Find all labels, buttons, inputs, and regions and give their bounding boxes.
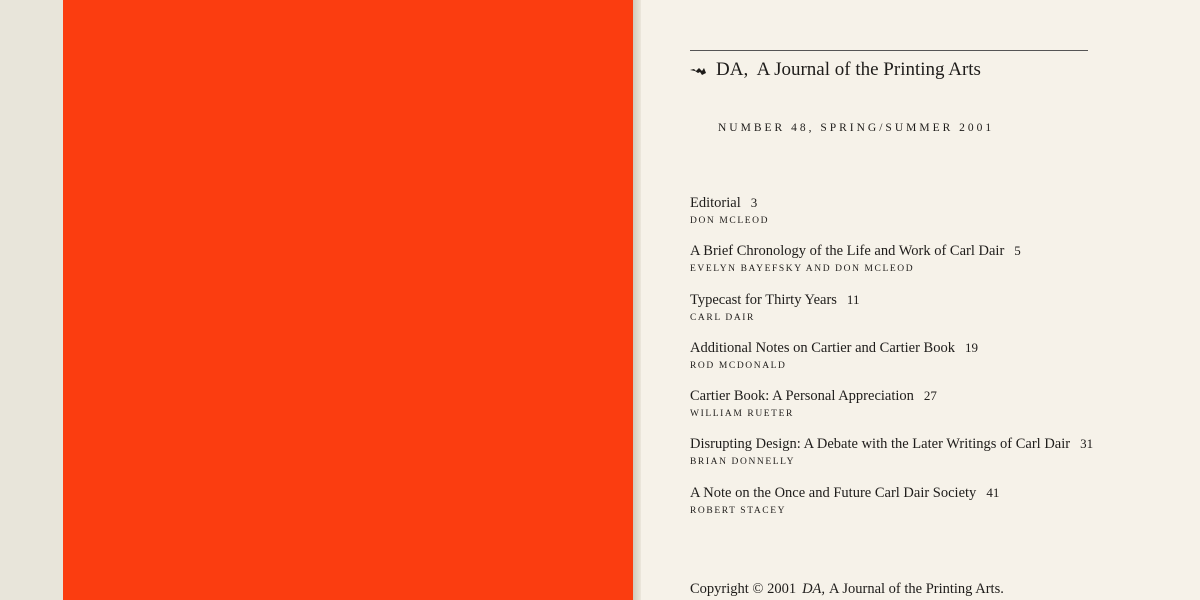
entry-page: 31 (1080, 436, 1094, 452)
journal-abbr: DA, (716, 59, 749, 80)
toc-entry (690, 195, 1110, 243)
toc-entry (690, 340, 1110, 388)
entry-title: Editorial (690, 195, 741, 211)
entry-page: 11 (846, 291, 860, 307)
entry-title: Cartier Book: A Personal Appreciation (690, 388, 914, 405)
entry-author: WILLIAM RUETER (690, 409, 794, 420)
book-gutter (633, 0, 641, 600)
toc-entry (690, 243, 1110, 291)
entry-page: 19 (964, 339, 978, 355)
entry-author: ROD MCDONALD (690, 360, 787, 371)
entry-title: A Brief Chronology of the Life and Work of Carl Dair (690, 243, 1005, 260)
copyright-prefix: Copyright © 2001 (690, 581, 797, 597)
entry-page: 5 (1014, 243, 1021, 259)
toc-entry (690, 436, 1110, 484)
entry-page: 27 (923, 388, 937, 404)
copyright-abbr: DA, (802, 581, 826, 597)
entry-author: BRIAN DONNELLY (690, 457, 796, 468)
toc-entry (690, 292, 1110, 340)
entry-author: CARL DAIR (690, 312, 755, 323)
entry-title: Typecast for Thirty Years (690, 291, 837, 308)
journal-name: A Journal of the Printing Arts (756, 59, 981, 80)
entry-author: ROBERT STACEY (690, 505, 787, 516)
toc-entry (690, 388, 1110, 436)
header-rule (690, 50, 1088, 51)
entry-author: EVELYN BAYEFSKY AND DON MCLEOD (690, 264, 915, 275)
copyright-line (690, 581, 1004, 598)
table-of-contents (690, 195, 1110, 533)
left-page-margin (0, 0, 63, 600)
entry-title: Additional Notes on Cartier and Cartier Book (690, 339, 955, 356)
entry-page: 41 (986, 484, 1000, 500)
entry-page: 3 (750, 195, 758, 210)
fleuron-icon (690, 65, 710, 77)
entry-title: A Note on the Once and Future Carl Dair Society (690, 484, 977, 501)
entry-author: DON MCLEOD (690, 216, 770, 226)
copyright-rest: A Journal of the Printing Arts. (829, 581, 1004, 597)
journal-title (690, 59, 981, 81)
orange-cover (63, 0, 633, 600)
issue-line: NUMBER 48, SPRING/SUMMER 2001 (718, 122, 995, 134)
entry-title: Disrupting Design: A Debate with the Later Writings of Carl Dair (690, 436, 1071, 453)
toc-entry (690, 485, 1110, 533)
